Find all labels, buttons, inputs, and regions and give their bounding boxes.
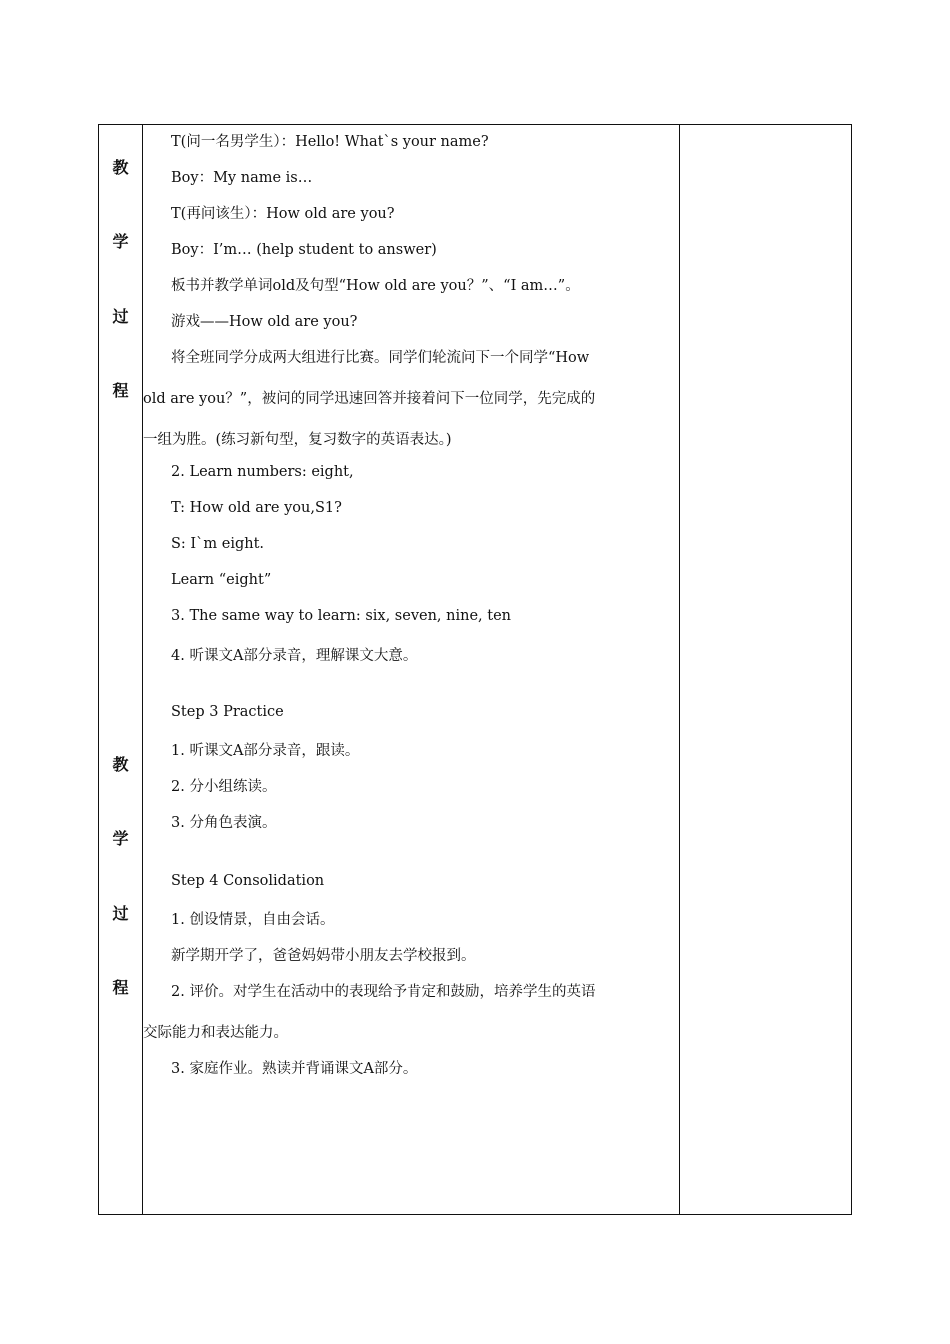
- content-line: 2. 评价。对学生在活动中的表现给予肯定和鼓励，培养学生的英语: [171, 984, 596, 1000]
- content-line: Step 3 Practice: [171, 704, 284, 720]
- content-line: 3. The same way to learn: six, seven, nine, ten: [171, 608, 512, 624]
- content-line: 2. Learn numbers: eight,: [171, 464, 354, 480]
- content-line: 板书并教学单词old及句型“How old are you？”、“I am…”。: [171, 278, 580, 294]
- content-line: Boy：My name is…: [171, 170, 313, 186]
- content-line: T(再问该生）：How old are you?: [171, 206, 395, 222]
- lesson-content: [143, 125, 679, 1214]
- content-line: 1. 听课文A部分录音，跟读。: [171, 743, 360, 759]
- content-line: Learn “eight”: [171, 572, 272, 588]
- content-line: Step 4 Consolidation: [171, 873, 325, 889]
- content-line: 3. 家庭作业。熟读并背诵课文A部分。: [171, 1061, 418, 1077]
- section-label-char: 教: [112, 755, 129, 774]
- content-line: 3. 分角色表演。: [171, 815, 277, 831]
- notes-column: [680, 125, 851, 1214]
- content-line: 交际能力和表达能力。: [143, 1025, 288, 1041]
- content-line: 游戏——How old are you?: [171, 314, 358, 330]
- content-line: S: I`m eight.: [171, 536, 265, 552]
- content-line: 1. 创设情景，自由会话。: [171, 912, 335, 928]
- section-label-char: 程: [112, 978, 129, 997]
- content-line: 将全班同学分成两大组进行比赛。同学们轮流问下一个同学“How: [171, 350, 590, 366]
- content-line: old are you？”，被问的同学迅速回答并接着问下一位同学，先完成的: [143, 391, 596, 407]
- content-line: T: How old are you,S1?: [171, 500, 342, 516]
- section-label-char: 教: [112, 158, 129, 177]
- section-label-char: 学: [112, 829, 129, 848]
- section-label-char: 过: [112, 307, 129, 326]
- section-label-char: 过: [112, 904, 129, 923]
- lesson-table: [98, 124, 852, 1215]
- content-line: 4. 听课文A部分录音，理解课文大意。: [171, 648, 418, 664]
- content-line: 一组为胜。(练习新句型，复习数字的英语表达。): [143, 432, 452, 448]
- content-line: 新学期开学了，爸爸妈妈带小朋友去学校报到。: [171, 948, 476, 964]
- content-line: Boy：I’m… (help student to answer): [171, 242, 437, 258]
- content-line: 2. 分小组练读。: [171, 779, 277, 795]
- section-label-char: 程: [112, 381, 129, 400]
- section-label-char: 学: [112, 232, 129, 251]
- content-line: T(问一名男学生）：Hello! What`s your name?: [171, 134, 489, 150]
- section-label-column: [99, 125, 142, 1214]
